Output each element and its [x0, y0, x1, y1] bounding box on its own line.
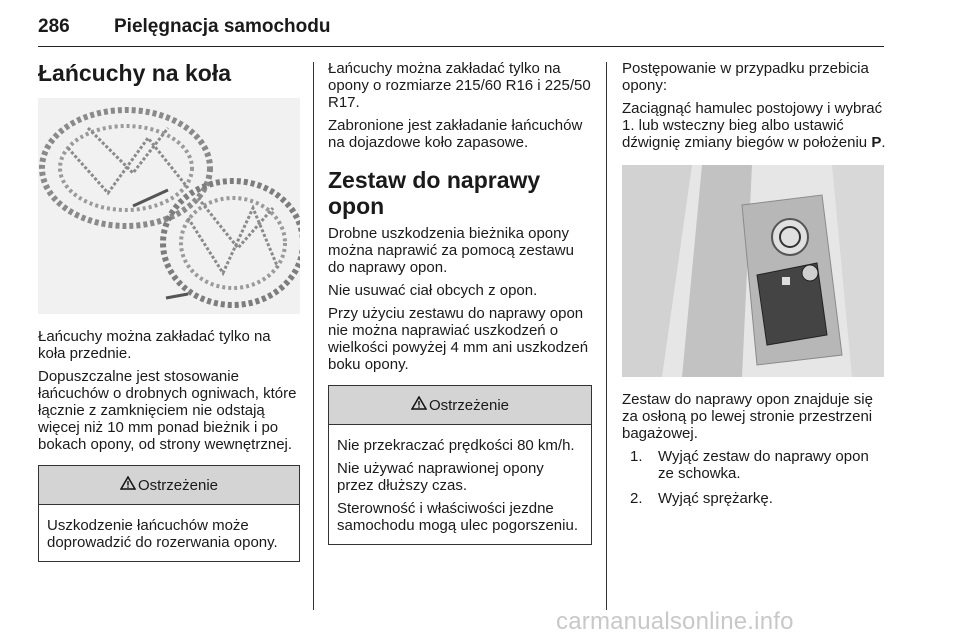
warning-title: Ostrzeżenie — [428, 396, 510, 414]
warning-body — [329, 425, 591, 544]
warning-text: Nie używać naprawionej opony przez dłuższy czas. — [337, 460, 544, 494]
gear-position-p: P — [871, 134, 882, 151]
chapter-title: Pielęgnacja samochodu — [114, 16, 331, 37]
warning-box — [38, 465, 300, 562]
column-divider — [606, 62, 607, 610]
watermark: carmanualsonline.info — [556, 608, 794, 635]
paragraph: Postępowanie w przypadku przebicia opony: — [622, 60, 869, 94]
warning-box — [328, 385, 592, 545]
paragraph: Nie usuwać ciał obcych z opon. — [328, 282, 538, 299]
paragraph: Drobne uszkodzenia bieżnika opony można naprawić za pomocą zestawu do naprawy opon. — [328, 225, 574, 276]
warning-header — [39, 466, 299, 505]
snow-chains-illustration — [38, 98, 300, 314]
steps-list — [622, 448, 886, 507]
section-title-tyre-repair-kit: Zestaw do naprawy opon — [328, 167, 541, 219]
warning-text: Sterowność i właściwości jezdne samochodu mogą ulec pogorszeniu. — [337, 500, 578, 534]
warning-triangle-icon — [411, 396, 427, 414]
list-item: 1. Wyjąć zestaw do naprawy opon ze schowka. — [630, 448, 869, 482]
paragraph: Łańcuchy można zakładać tylko na opony o rozmiarze 215/60 R16 i 225/50 R17. — [328, 60, 591, 111]
page-number: 286 — [38, 16, 70, 37]
paragraph: Dopuszczalne jest stosowanie łańcuchów o drobnych ogniwach, które łącznie z zamknięciem nie odstają więcej niż 10 mm ponad bieżnik i po bokach opony, od strony wewnętrznej. — [38, 368, 297, 453]
paragraph: Łańcuchy można zakładać tylko na koła przednie. — [38, 328, 271, 362]
warning-text: Uszkodzenie łańcuchów może doprowadzić do rozerwania opony. — [47, 517, 278, 551]
list-item: 2. Wyjąć sprężarkę. — [630, 490, 773, 507]
paragraph: Zestaw do naprawy opon znajduje się za osłoną po lewej stronie przestrzeni bagażowej. — [622, 391, 873, 442]
paragraph: Zabronione jest zakładanie łańcuchów na dojazdowe koło zapasowe. — [328, 117, 583, 151]
column-3 — [622, 60, 886, 515]
paragraph: Przy użyciu zestawu do naprawy opon nie można naprawiać uszkodzeń o wielkości powyżej 4 mm ani uszkodzeń boku opony. — [328, 305, 589, 373]
tyre-repair-kit-illustration — [622, 165, 884, 377]
paragraph: Zaciągnąć hamulec postojowy i wybrać 1. lub wsteczny bieg albo ustawić dźwignię zmiany biegów w położeniu P. — [622, 100, 886, 151]
warning-text: Nie przekraczać prędkości 80 km/h. — [337, 437, 575, 454]
warning-header — [329, 386, 591, 425]
section-title-snow-chains: Łańcuchy na koła — [38, 60, 232, 86]
column-2 — [328, 60, 592, 545]
warning-title: Ostrzeżenie — [137, 476, 219, 494]
warning-triangle-icon — [120, 476, 136, 494]
warning-body — [39, 505, 299, 561]
column-1 — [38, 60, 300, 562]
page-header — [38, 6, 884, 47]
column-divider — [313, 62, 314, 610]
